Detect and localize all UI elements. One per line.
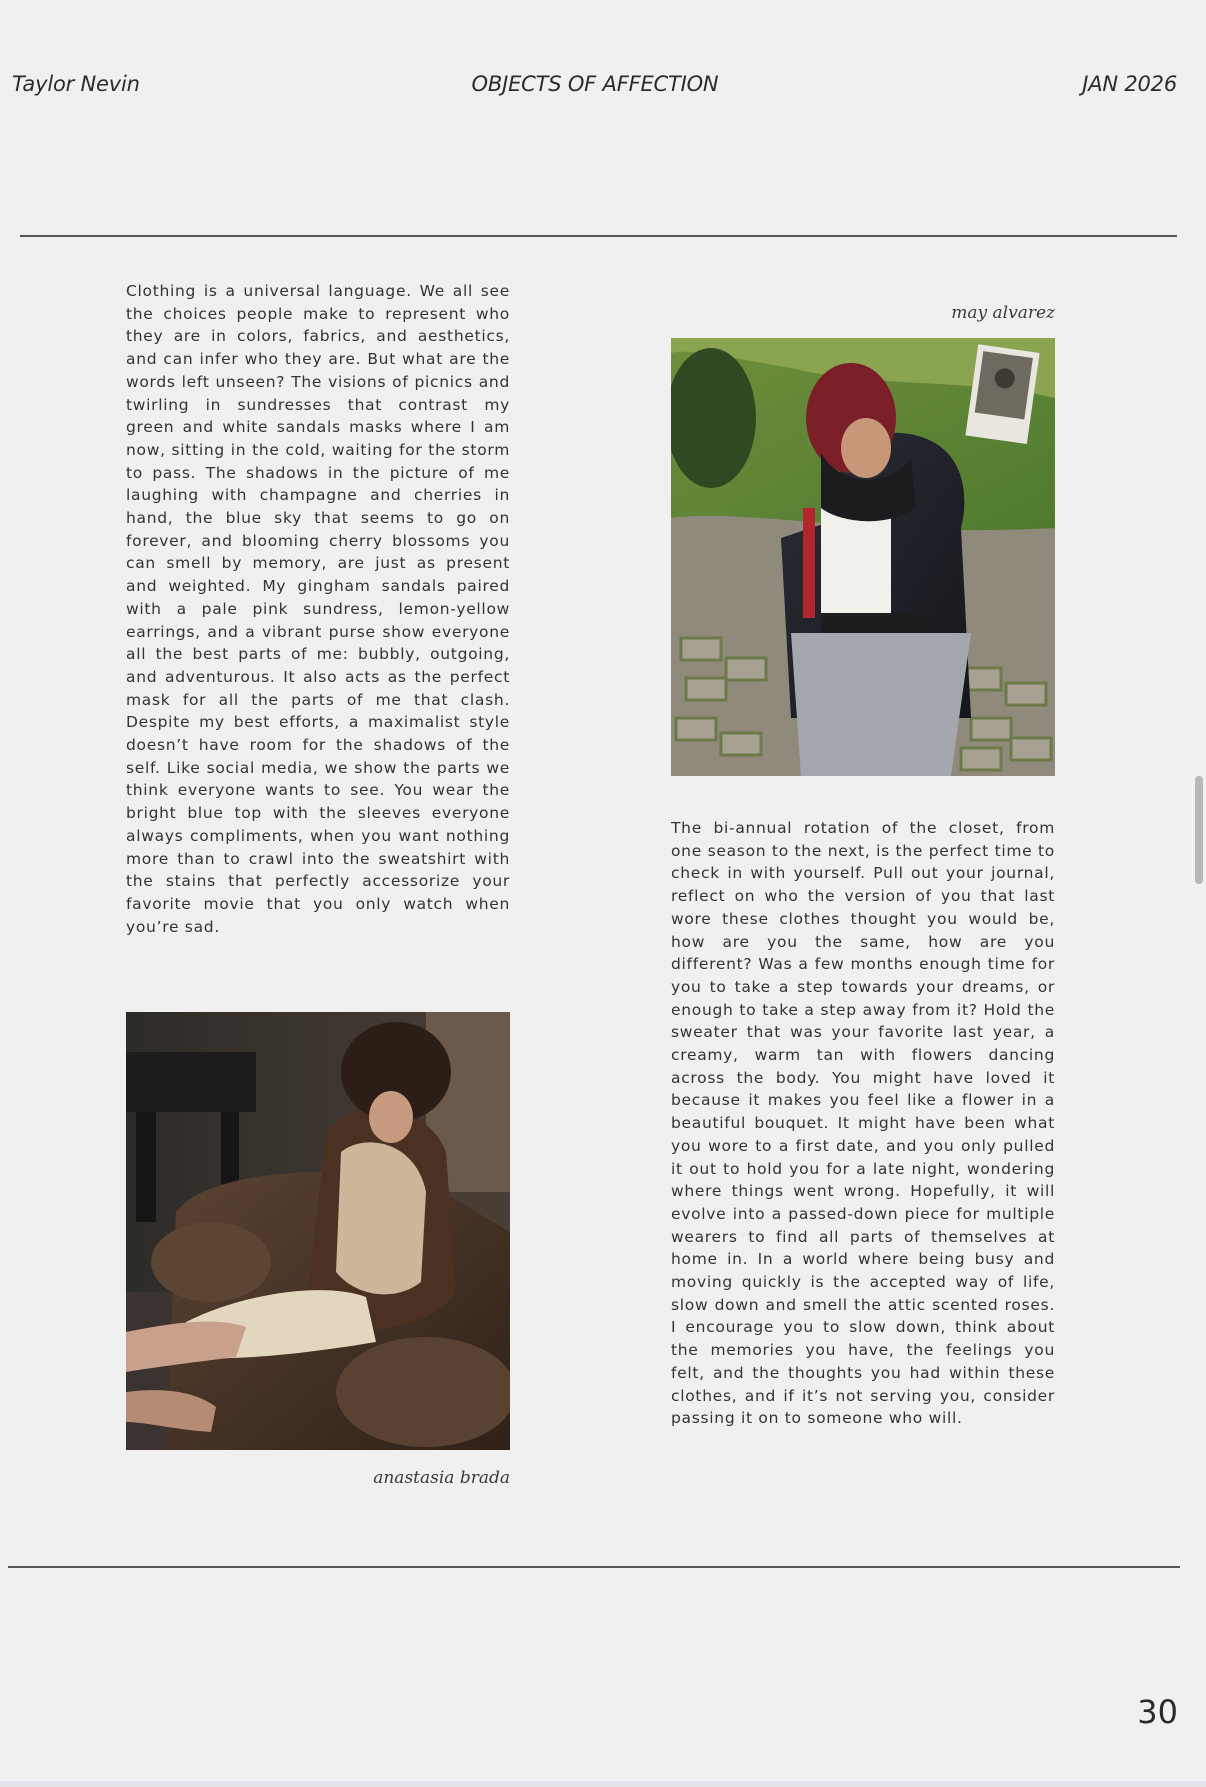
photo-illustration-armchair xyxy=(126,1012,510,1450)
bottom-edge-strip xyxy=(0,1781,1206,1787)
header-title: OBJECTS OF AFFECTION xyxy=(471,72,719,96)
photo-illustration-garden xyxy=(671,338,1055,776)
photo-person-black-jacket xyxy=(671,338,1055,776)
bottom-divider xyxy=(8,1566,1180,1568)
photo-person-fur-coat xyxy=(126,1012,510,1450)
top-divider xyxy=(20,235,1177,237)
scrollbar-thumb[interactable] xyxy=(1195,776,1203,884)
article-left-column: Clothing is a universal language. We all see the choices people make to represent who they are in colors, fabrics, and aesthetics, and can infer who they are. But what are the words left unseen? The visions of picnics and twirling in sundresses that contrast my green and white sandals masks where I am now, sitting in the cold, waiting for the storm to pass. The shadows in the picture of me laughing with champagne and cherries in hand, the blue sky that seems to go on forever, and blooming cherry blossoms you can smell by memory, are just as present and weighted. My gingham sandals paired with a pale pink sundress, lemon-yellow earrings, and a vibrant purse show everyone all the best parts of me: bubbly, outgoing, and adventurous. It also acts as the perfect mask for all the parts of me that clash. Despite my best efforts, a maximalist style doesn’t have room for the shadows of the self. Like social media, we show the parts we think everyone wants to see. You wear the bright blue top with the sleeves everyone always compliments, when you want nothing more than to crawl into the sweatshirt with the stains that perfectly accessorize your favorite movie that you only watch when you’re sad. xyxy=(126,282,510,936)
photo-caption-top: may alvarez xyxy=(951,303,1055,323)
article-right-column: The bi-annual rotation of the closet, from one season to the next, is the perfect time to check in with yourself. Pull out your journal, reflect on who the version of you that last wore these clothes thought you would be, how are you the same, how are you different? Was a few months enough time for you to take a step towards your dreams, or enough to take a step away from it? Hold the sweater that was your favorite last year, a creamy, warm tan with flowers dancing across the body. You might have loved it because it makes you feel like a flower in a beautiful bouquet. It might have been what you wore to a first date, and you only pulled it out to hold you for a late night, wondering where things went wrong. Hopefully, it will evolve into a passed-down piece for multiple wearers to find all parts of themselves at home in. In a world where being busy and moving quickly is the accepted way of life, slow down and smell the attic scented roses. I encourage you to slow down, think about the memories you have, the feelings you felt, and the thoughts you had within these clothes, and if it’s not serving you, consider passing it on to someone who will. xyxy=(671,819,1055,1428)
header-date: JAN 2026 xyxy=(1082,72,1177,96)
photo-caption-bottom: anastasia brada xyxy=(373,1468,510,1488)
header-author: Taylor Nevin xyxy=(12,72,140,96)
page-number: 30 xyxy=(1137,1693,1178,1731)
